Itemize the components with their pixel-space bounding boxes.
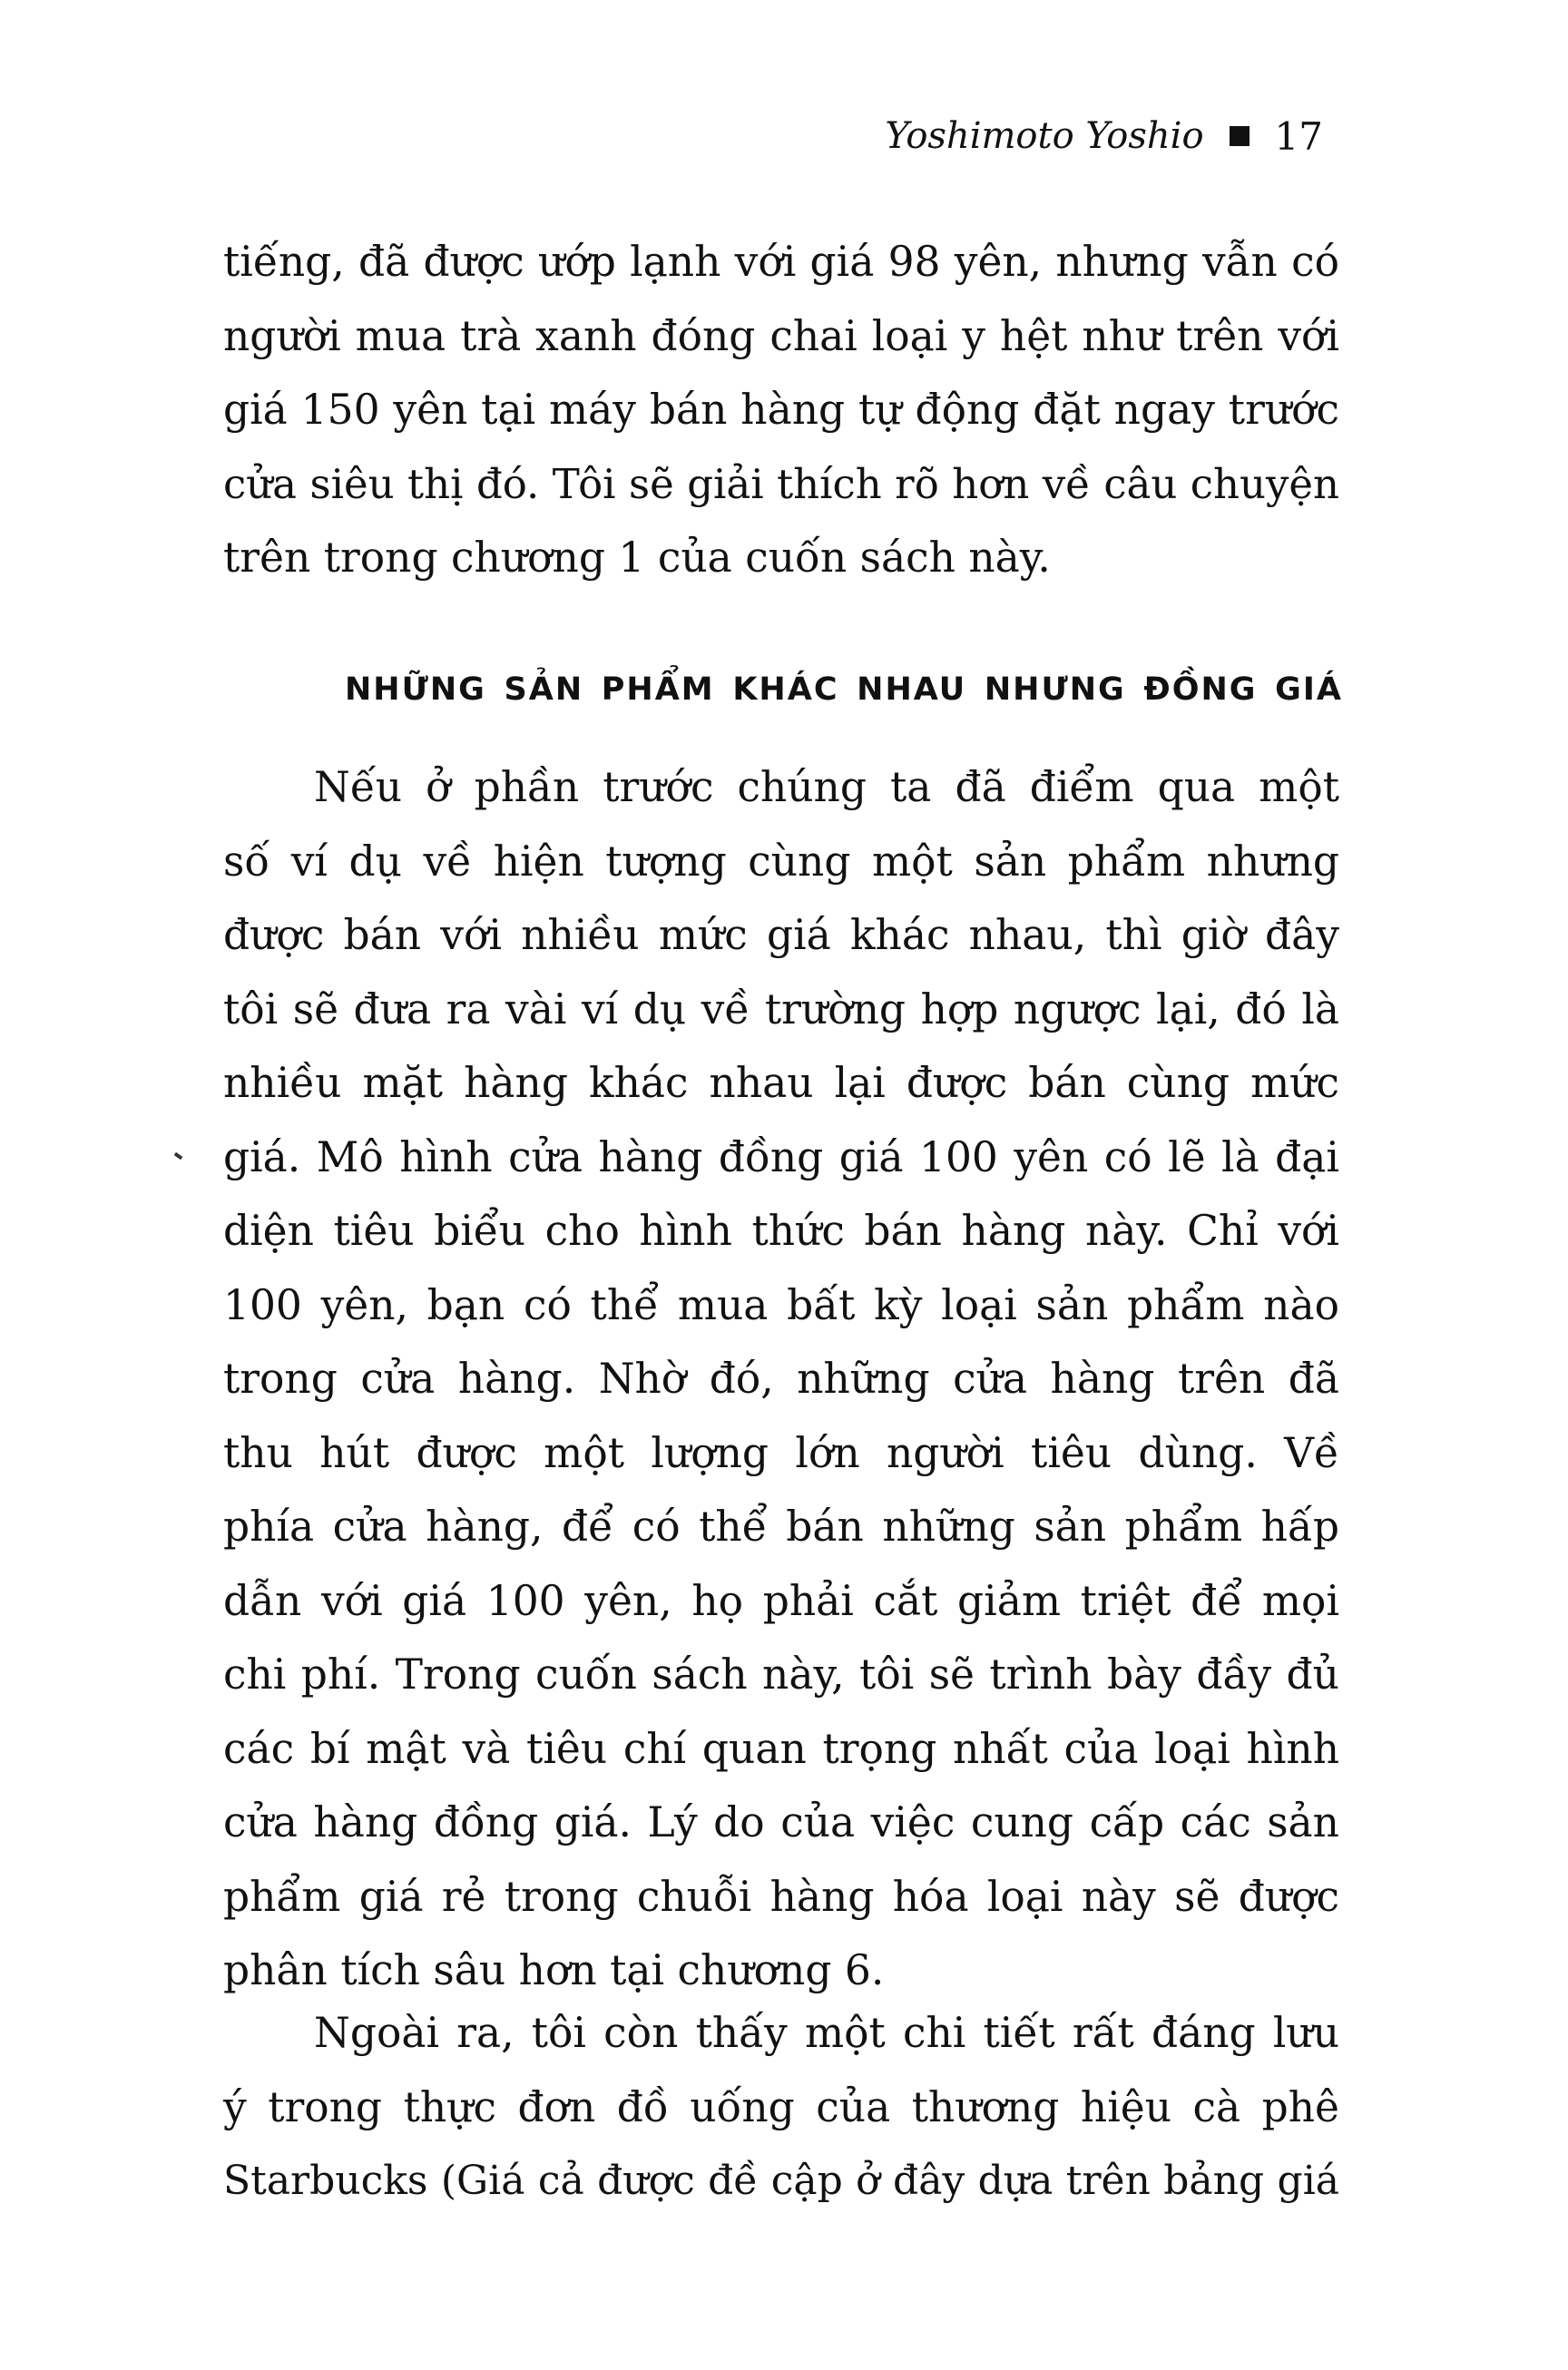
text-line: Starbucks (Giá cả được đề cập ở đây dựa trên bảng giá [223, 2158, 1339, 2204]
paragraph-continued [223, 225, 1339, 595]
text-line: cửa hàng đồng giá. Lý do của việc cung cấp các sản [223, 1798, 1339, 1846]
text-line: chi phí. Trong cuốn sách này, tôi sẽ trình bày đầy đủ [223, 1650, 1339, 1699]
text-line: các bí mật và tiêu chí quan trọng nhất của loại hình [223, 1724, 1339, 1773]
text-line: ý trong thực đơn đồ uống của thương hiệu cà phê [223, 2082, 1339, 2131]
text-line: phẩm giá rẻ trong chuỗi hàng hóa loại này sẽ được [223, 1872, 1339, 1921]
text-line: giá. Mô hình cửa hàng đồng giá 100 yên có lẽ là đại [223, 1132, 1339, 1181]
text-line: Nếu ở phần trước chúng ta đã điểm qua một [314, 763, 1339, 811]
text-line: tiếng, đã được ướp lạnh với giá 98 yên, nhưng vẫn có [223, 238, 1339, 286]
text-line: phía cửa hàng, để có thể bán những sản phẩm hấp [223, 1503, 1339, 1551]
text-line: trên trong chương 1 của cuốn sách này. [223, 534, 1051, 582]
page-number: 17 [1274, 113, 1323, 159]
square-bullet-icon [1230, 126, 1250, 146]
text-line: giá 150 yên tại máy bán hàng tự động đặt ngay trước [223, 386, 1339, 434]
text-line: dẫn với giá 100 yên, họ phải cắt giảm triệt để mọi [223, 1576, 1339, 1625]
text-line: cửa siêu thị đó. Tôi sẽ giải thích rõ hơn về câu chuyện [223, 459, 1339, 508]
paragraph-starbucks [223, 1996, 1339, 2218]
text-line: thu hút được một lượng lớn người tiêu dùng. Về [223, 1428, 1339, 1477]
text-line: diện tiêu biểu cho hình thức bán hàng này. Chỉ với [223, 1207, 1339, 1255]
paragraph-same-price [223, 750, 1339, 2008]
text-line: tôi sẽ đưa ra vài ví dụ về trường hợp ngược lại, đó là [223, 984, 1339, 1033]
running-header [885, 109, 1323, 163]
text-line: trong cửa hàng. Nhờ đó, những cửa hàng trên đã [223, 1355, 1339, 1403]
text-line: nhiều mặt hàng khác nhau lại được bán cùng mức [223, 1059, 1339, 1107]
section-heading: NHỮNG SẢN PHẨM KHÁC NHAU NHƯNG ĐỒNG GIÁ [345, 671, 1343, 708]
text-line: phân tích sâu hơn tại chương 6. [223, 1946, 885, 1994]
text-line: được bán với nhiều mức giá khác nhau, thì giờ đây [223, 911, 1339, 959]
running-title: Yoshimoto Yoshio [885, 115, 1204, 157]
text-line: số ví dụ về hiện tượng cùng một sản phẩm nhưng [223, 837, 1339, 886]
text-line: 100 yên, bạn có thể mua bất kỳ loại sản phẩm nào [223, 1280, 1339, 1329]
margin-mark [174, 1152, 183, 1160]
text-line: người mua trà xanh đóng chai loại y hệt như trên với [223, 311, 1339, 360]
text-line: Ngoài ra, tôi còn thấy một chi tiết rất đáng lưu [314, 2009, 1339, 2057]
